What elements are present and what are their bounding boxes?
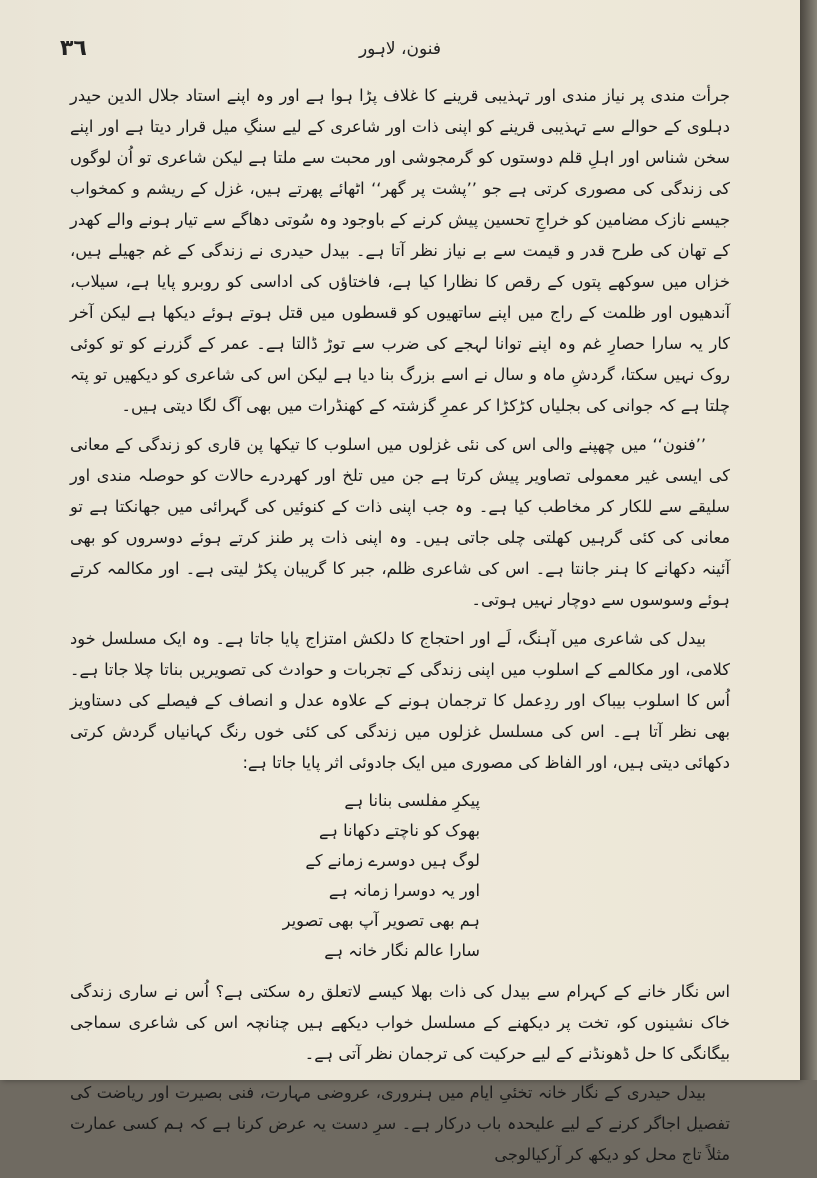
verse-line: سارا عالم نگار خانہ ہے: [324, 941, 480, 960]
running-title: فنون، لاہور: [358, 39, 442, 59]
paragraph: اس نگار خانے کے کہرام سے بیدل کی ذات بھلا کیسے لاتعلق رہ سکتی ہے؟ اُس نے ساری زندگی خاک نشینوں کو، تخت پر دیکھنے کے مسلسل خواب دیکھے ہیں چنانچہ اس کی شاعری سماجی بیگانگی کا حل ڈھونڈنے کے لیے حرکیت کی ترجمان نظر آتی ہے۔: [70, 982, 730, 1063]
page-edge-shadow: [800, 0, 817, 1080]
page-body: [70, 80, 730, 1178]
verse-line: ہم بھی تصویر آپ بھی تصویر: [282, 911, 480, 930]
verse-line: لوگ ہیں دوسرے زمانے کے: [305, 851, 480, 870]
page-header: [60, 36, 740, 66]
page-number: ۳٦: [60, 36, 87, 61]
verse-block: [70, 786, 730, 966]
paragraph: ’’فنون‘‘ میں چھپنے والی اس کی نئی غزلوں میں اسلوب کا تیکھا پن قاری کو زندگی کے معانی کی ایسی غیر معمولی تصاویر پیش کرتا ہے جن میں تلخ اور کھردرے حالات کو حوصلہ مندی اور سلیقے سے للکار کر مخاطب کیا ہے۔ وہ جب اپنی ذات کے کنوئیں کی گہرائی میں جھانکتا ہے تو معانی کی کئی گرہیں کھلتی چلی جاتی ہیں۔ وہ اپنی ذات پر طنز کرتے ہوئے دوسروں کو بھی آئینہ دکھانے کا ہنر جانتا ہے۔ اس کی شاعری ظلم، جبر کا گریبان پکڑ لیتی ہے۔ اور مکالمہ کرتے ہوئے وسوسوں سے دوچار نہیں ہوتی۔: [70, 435, 730, 609]
verse-line: بھوک کو ناچتے دکھانا ہے: [319, 821, 480, 840]
verse-line: اور یہ دوسرا زمانہ ہے: [328, 881, 480, 900]
paragraph: بیدل حیدری کے نگار خانہ تخئیِ ایام میں ہنروری، عروضی مہارت، فنی بصیرت اور ریاضت کی تفصیل اجاگر کرنے کے لیے علیحدہ باب درکار ہے۔ سرِ دست یہ عرض کرنا ہے کہ ہم کسی عمارت مثلاً تاج محل کو دیکھ کر آرکیالوجی: [70, 1083, 730, 1164]
paragraph: بیدل کی شاعری میں آہنگ، لَے اور احتجاج کا دلکش امتزاج پایا جاتا ہے۔ وہ ایک مسلسل خود کلامی، اور مکالمے کے اسلوب میں اپنی زندگی کے تجربات و حوادث کی تصویریں بناتا چلا جاتا ہے۔ اُس کا اسلوب بیباک اور ردِعمل کا ترجمان ہونے کے علاوہ عدل و انصاف کے فیصلے کی دستاویز بھی نظر آتا ہے۔ اس کی مسلسل غزلوں میں زندگی کی کئی خوں رنگ کہانیاں گردش کرتی دکھائی دیتی ہیں، اور الفاظ کی مصوری میں ایک جادوئی اثر پایا جاتا ہے:: [70, 629, 730, 772]
verse-line: پیکرِ مفلسی بنانا ہے: [344, 791, 480, 810]
paragraph: جرأت مندی پر نیاز مندی اور تہذیبی قرینے کا غلاف پڑا ہوا ہے اور وہ اپنے استاد جلال الدین حیدر دہلوی کے حوالے سے تہذیبی قرینے کو اپنی ذات اور شاعری کے لیے سنگِ میل قرار دیتا ہے اور اپنے سخن شناس اور اہلِ قلم دوستوں کو گرمجوشی اور محبت سے ملتا ہے لیکن شاعری تو اُن لوگوں کی زندگی کی مصوری کرتی ہے جو ’’پشت پر گھر‘‘ اٹھائے پھرتے ہیں، غزل کے ریشم و کمخواب جیسے نازک مضامین کو خراجِ تحسین پیش کرنے کے باوجود وہ سُوتی دھاگے سے تیار ہونے والے کھدر کے تھان کی طرح قدر و قیمت سے بے نیاز نظر آتا ہے۔ بیدل حیدری نے زندگی کے غم جھیلے ہیں، خزاں میں سوکھے پتوں کے رقص کا نظارا کیا ہے، فاختاؤں کی اداسی کو روبرو پایا ہے، سیلاب، آندھیوں اور ظلمت کے راج میں اپنے ساتھیوں کو قسطوں میں قتل ہوتے ہوئے دیکھا ہے لیکن آخر کار یہ سارا حصارِ غم وہ اپنے توانا لہجے کی ضرب سے توڑ ڈالتا ہے۔ عمر کے گزرنے کو تو کوئی روک نہیں سکتا، گردشِ ماہ و سال نے اسے بزرگ بنا دیا ہے لیکن اس کی شاعری کو دیکھیں تو پتہ چلتا ہے کہ جوانی کی بجلیاں کڑکڑا کر عمرِ گزشتہ کے کھنڈرات میں بھی آگ لگا دیتی ہیں۔: [70, 86, 730, 415]
